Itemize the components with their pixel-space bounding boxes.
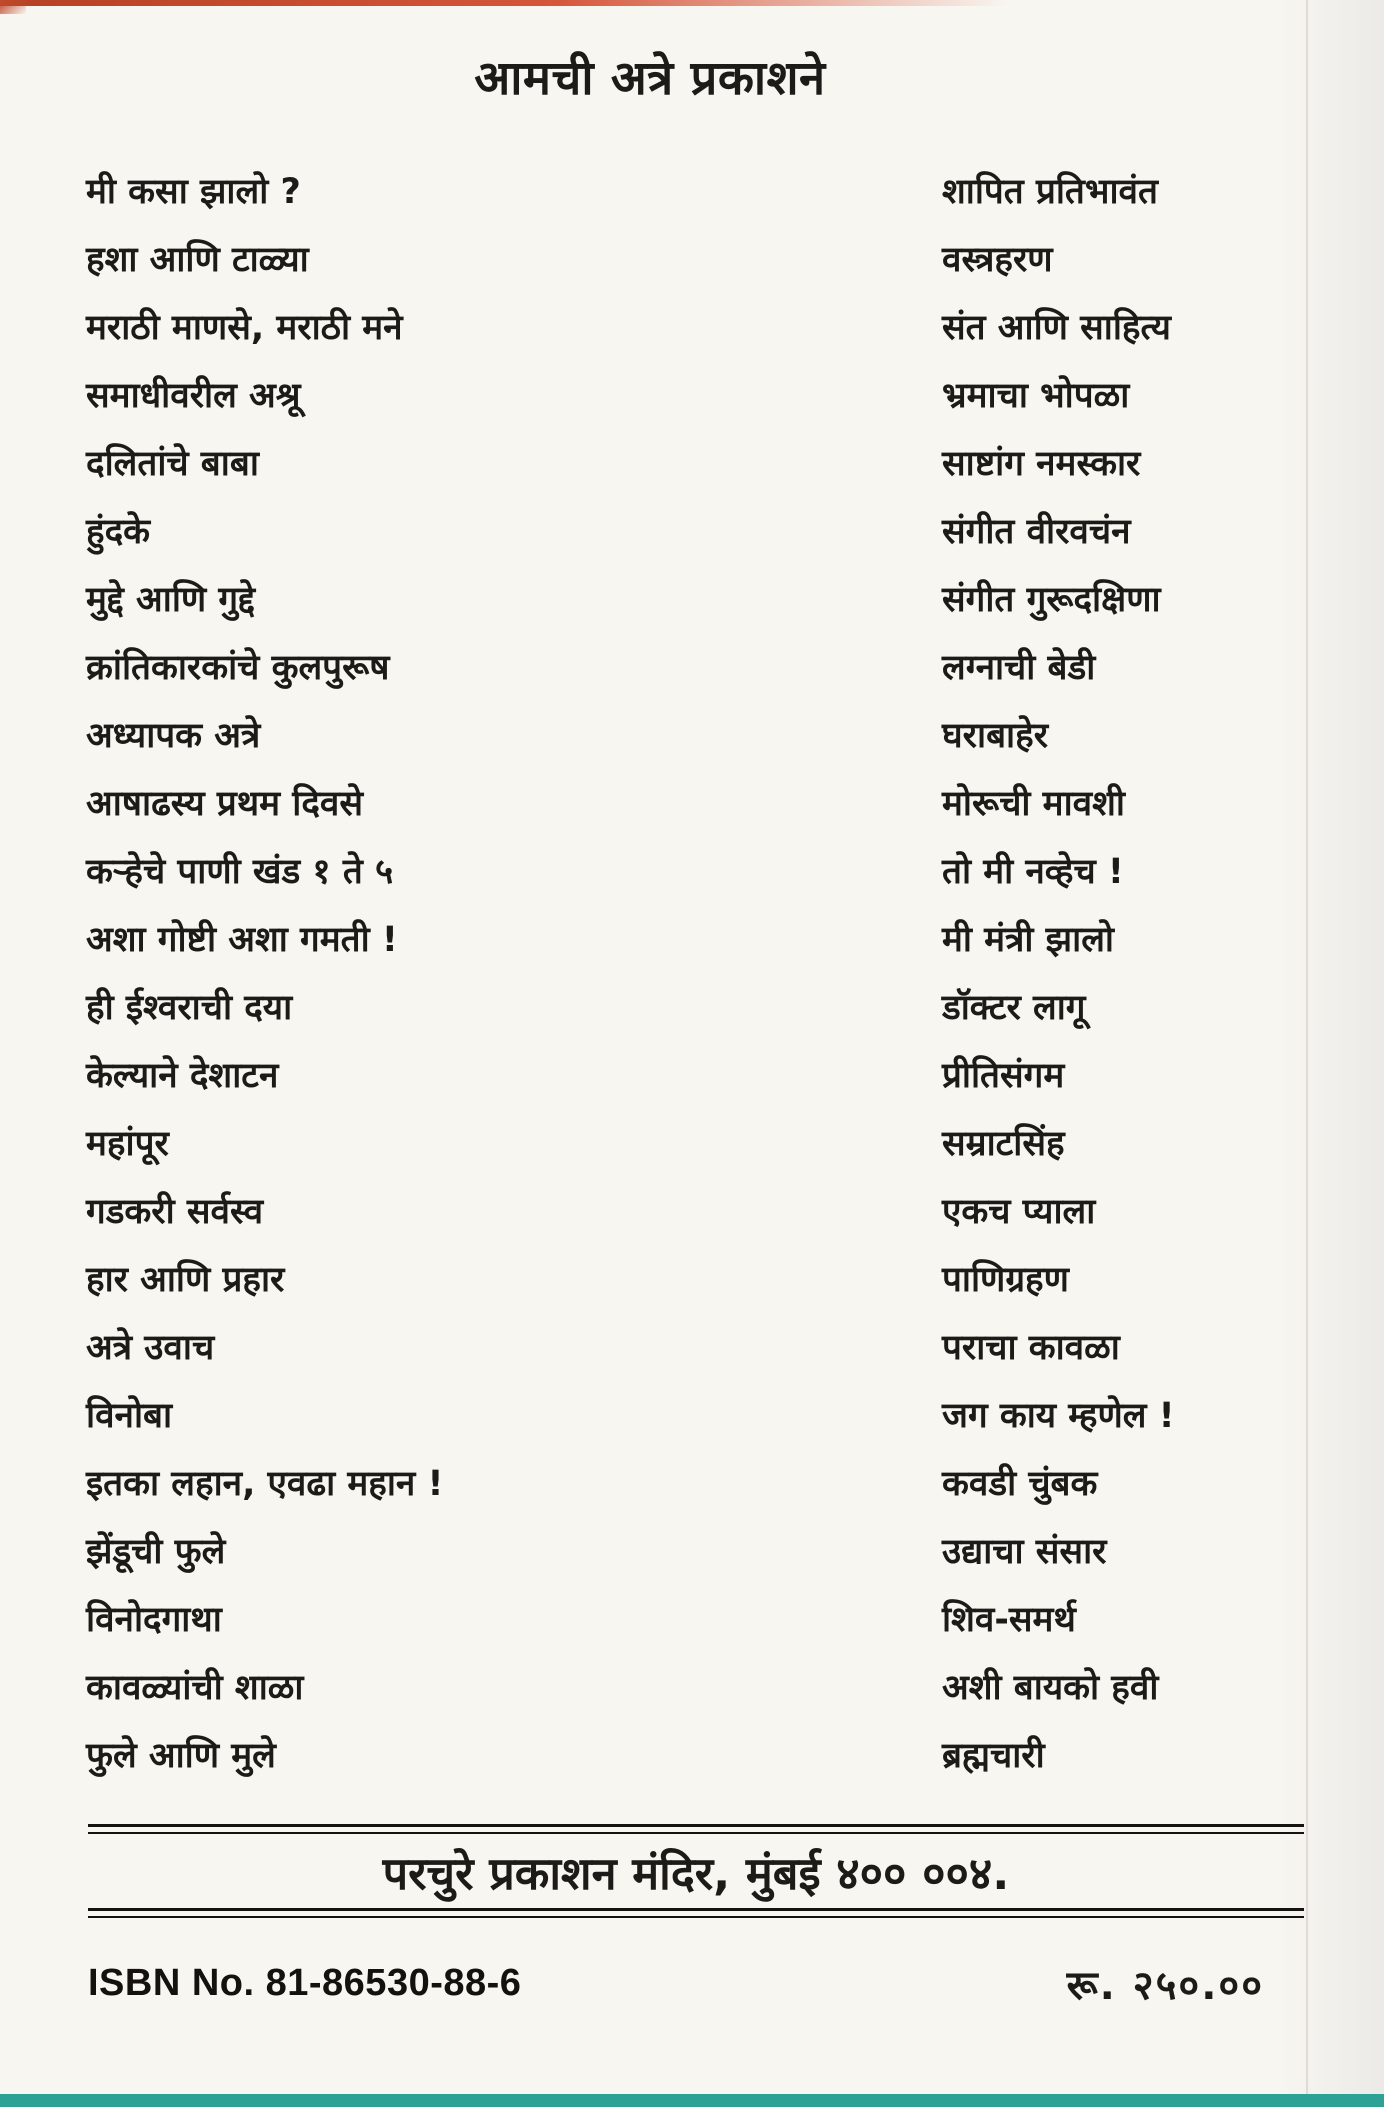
- book-title-text: मी मंत्री झालो: [942, 919, 1115, 960]
- divider-rule-bottom: [88, 1908, 1304, 1918]
- book-title: [86, 1516, 646, 1584]
- book-title-text: जग काय म्हणेल !: [942, 1395, 1175, 1436]
- book-title-text: हार आणि प्रहार: [86, 1259, 285, 1300]
- book-title: [942, 496, 1362, 564]
- book-title-text: अत्रे उवाच: [86, 1327, 215, 1368]
- book-title: [86, 904, 646, 972]
- book-title: [942, 292, 1362, 360]
- book-title: [942, 1380, 1362, 1448]
- book-title-text: मोरूची मावशी: [942, 783, 1125, 824]
- book-title: [86, 292, 646, 360]
- book-title: [86, 1652, 646, 1720]
- book-title: [86, 1380, 646, 1448]
- book-title: [86, 1312, 646, 1380]
- book-title-text: मुद्दे आणि गुद्दे: [86, 579, 256, 620]
- book-title: [942, 1244, 1362, 1312]
- book-title-text: हुंदके: [86, 511, 151, 552]
- book-title: [86, 224, 646, 292]
- book-title: [942, 1312, 1362, 1380]
- book-title-text: डॉक्टर लागू: [942, 987, 1086, 1028]
- book-title-text: पराचा कावळा: [942, 1327, 1120, 1368]
- book-title-text: उद्याचा संसार: [942, 1531, 1107, 1572]
- book-title-text: प्रीतिसंगम: [942, 1055, 1065, 1096]
- book-title-text: दलितांचे बाबा: [86, 443, 259, 484]
- book-title-text: एकच प्याला: [942, 1191, 1096, 1232]
- book-title: [942, 428, 1362, 496]
- book-title-text: ब्रह्मचारी: [942, 1735, 1045, 1776]
- book-title-text: संत आणि साहित्य: [942, 307, 1171, 348]
- book-title-text: तो मी नव्हेच !: [942, 851, 1124, 892]
- book-title-text: सम्राटसिंह: [942, 1123, 1065, 1164]
- book-title: [86, 972, 646, 1040]
- book-title: [942, 1108, 1362, 1176]
- book-title: [942, 700, 1362, 768]
- book-title-text: इतका लहान, एवढा महान !: [86, 1463, 444, 1504]
- isbn-text: ISBN No. 81-86530-88-6: [88, 1962, 522, 2004]
- book-title: [942, 1040, 1362, 1108]
- publisher-line: परचुरे प्रकाशन मंदिर, मुंबई ४०० ००४.: [382, 1847, 1010, 1900]
- divider-rule-top: [88, 1824, 1304, 1834]
- book-title-text: वस्त्रहरण: [942, 239, 1053, 280]
- book-title: [942, 1720, 1362, 1788]
- book-title-text: क्रांतिकारकांचे कुलपुरूष: [86, 647, 390, 688]
- book-title: [86, 1108, 646, 1176]
- book-title-text: पाणिग्रहण: [942, 1259, 1069, 1300]
- book-title-text: लग्नाची बेडी: [942, 647, 1096, 688]
- book-title-text: समाधीवरील अश्रू: [86, 375, 301, 416]
- book-title-text: शिव-समर्थ: [942, 1599, 1076, 1640]
- book-title: [942, 1652, 1362, 1720]
- scan-top-edge-artifact: [0, 0, 1010, 6]
- book-title-text: शापित प्रतिभावंत: [942, 171, 1158, 212]
- book-list-left-column: [86, 156, 646, 1788]
- book-title: [86, 1040, 646, 1108]
- book-title: [86, 632, 646, 700]
- book-title: [942, 1448, 1362, 1516]
- book-title-text: अध्यापक अत्रे: [86, 715, 261, 756]
- book-title: [942, 632, 1362, 700]
- book-title-text: आषाढस्य प्रथम दिवसे: [86, 783, 364, 824]
- book-title: [942, 564, 1362, 632]
- book-title: [942, 768, 1362, 836]
- book-title: [942, 1584, 1362, 1652]
- book-title-text: ही ईश्वराची दया: [86, 987, 293, 1028]
- book-title: [942, 972, 1362, 1040]
- book-title-text: साष्टांग नमस्कार: [942, 443, 1141, 484]
- book-title: [86, 564, 646, 632]
- book-title: [86, 768, 646, 836]
- book-title-text: कवडी चुंबक: [942, 1463, 1098, 1504]
- book-title: [942, 904, 1362, 972]
- book-title: [86, 1448, 646, 1516]
- book-title: [942, 224, 1362, 292]
- book-title-text: विनोबा: [86, 1395, 173, 1436]
- book-title: [86, 1584, 646, 1652]
- book-list-right-column: [942, 156, 1362, 1788]
- book-title-text: संगीत वीरवचंन: [942, 511, 1131, 552]
- scan-bottom-strip-artifact: [0, 2094, 1384, 2107]
- book-title: [86, 1720, 646, 1788]
- book-title: [86, 1244, 646, 1312]
- book-title-text: मी कसा झालो ?: [86, 171, 301, 212]
- book-title: [86, 428, 646, 496]
- book-title: [942, 360, 1362, 428]
- book-title-text: फुले आणि मुले: [86, 1735, 276, 1776]
- book-title-text: गडकरी सर्वस्व: [86, 1191, 264, 1232]
- book-title-text: भ्रमाचा भोपळा: [942, 375, 1130, 416]
- page-title: आमची अत्रे प्रकाशने: [474, 51, 826, 106]
- book-title-text: अशा गोष्टी अशा गमती !: [86, 919, 398, 960]
- book-title: [86, 360, 646, 428]
- book-title: [86, 1176, 646, 1244]
- scan-top-corner-artifact: [0, 0, 26, 14]
- book-title-text: विनोदगाथा: [86, 1599, 222, 1640]
- book-title-text: हशा आणि टाळ्या: [86, 239, 309, 280]
- book-title: [86, 700, 646, 768]
- book-title-text: केल्याने देशाटन: [86, 1055, 279, 1096]
- book-title-text: संगीत गुरूदक्षिणा: [942, 579, 1161, 620]
- book-title: [942, 156, 1362, 224]
- book-title: [86, 836, 646, 904]
- book-title-text: झेंडूची फुले: [86, 1531, 226, 1572]
- book-title-text: महांपूर: [86, 1123, 169, 1164]
- book-title-text: कावळ्यांची शाळा: [86, 1667, 304, 1708]
- price-text: रू. २५०.००: [1066, 1963, 1264, 2009]
- book-title-text: कऱ्हेचे पाणी खंड १ ते ५: [86, 851, 394, 892]
- book-title: [942, 1176, 1362, 1244]
- book-title-text: अशी बायको हवी: [942, 1667, 1159, 1708]
- book-title: [86, 156, 646, 224]
- book-title: [942, 836, 1362, 904]
- book-title: [86, 496, 646, 564]
- book-title: [942, 1516, 1362, 1584]
- book-title-text: मराठी माणसे, मराठी मने: [86, 307, 403, 348]
- book-title-text: घराबाहेर: [942, 715, 1049, 756]
